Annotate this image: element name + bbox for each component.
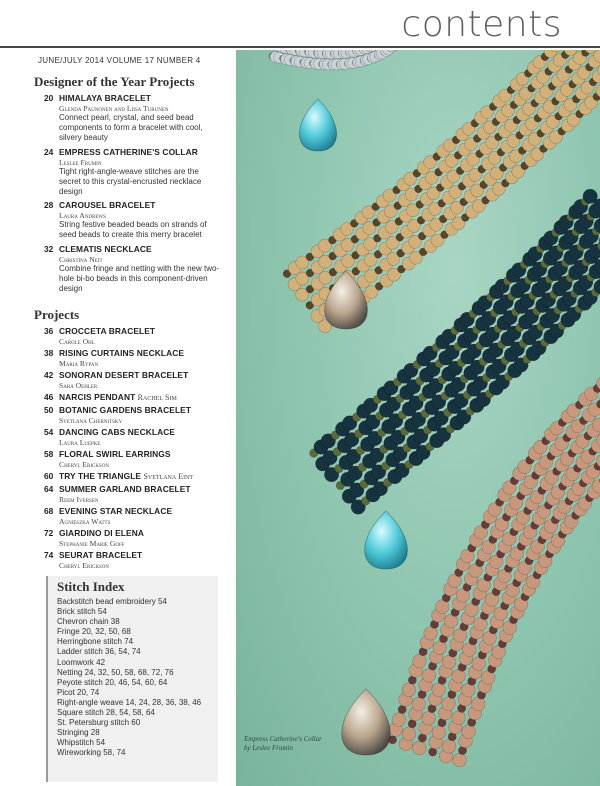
stitch-index-item: Backstitch bead embroidery 54 [57,597,167,606]
project-name: EMPRESS CATHERINE'S COLLAR [59,146,198,157]
designer-byline: Leslee Frumin [59,157,102,167]
project-name: EVENING STAR NECKLACE [59,506,173,517]
contents-column [34,74,220,572]
stitch-index-heading: Stitch Index [57,579,125,594]
project-entry [44,449,220,469]
entry-title-line [44,244,220,255]
stitch-index-item: Stringing 28 [57,728,100,738]
issue-line: JUNE/JULY 2014 VOLUME 17 NUMBER 4 [38,56,201,65]
rose-bead [453,753,467,767]
stitch-index-list [57,597,218,759]
designer-heading: Designer of the Year Projects [34,74,195,89]
project-name: CLEMATIS NECKLACE [59,243,152,254]
beaded-collars-illustration [236,50,600,786]
page-number: 50 [44,405,54,416]
rose-bead [442,697,456,711]
rose-bead [392,713,406,727]
designer-byline: Agnieszka Watts [59,517,111,527]
project-name: SEURAT BRACELET [59,550,143,561]
rose-bead [471,697,485,711]
entry-title-line [44,370,220,381]
project-name: SONORAN DESERT BRACELET [59,370,189,381]
entry-title-line [44,506,220,517]
project-entry [44,326,220,346]
page-number: 74 [44,550,54,561]
rose-bead [422,669,436,683]
project-description: String festive beaded beads on strands of seed beads to create this merry bracelet [59,220,207,240]
rose-bead [422,712,436,726]
entry-title-line [44,484,220,495]
entry-title-line [44,326,220,337]
amber-drop-pendant [342,689,390,755]
rose-bead [402,683,416,697]
stitch-index-item: Peyote stitch 20, 46, 54, 60, 64 [57,677,168,687]
page-number: 58 [44,449,54,460]
project-entry [44,427,220,447]
page-number: 28 [44,200,54,211]
projects-section [34,307,220,570]
designer-byline: Cheryl Erickson [59,460,109,470]
stitch-index-item: Picot 20, 74 [57,687,100,697]
entry-title-line [44,147,220,158]
project-entry [44,392,220,403]
entry-title-line [44,471,220,482]
designer-entry [44,147,220,198]
project-name: RISING CURTAINS NECKLACE [59,348,185,359]
project-name: TRY THE TRIANGLE [59,471,142,482]
project-name: BOTANIC GARDENS BRACELET [59,405,192,416]
designer-byline: Laura Andrews [59,211,106,221]
stitch-index-item: Netting 24, 32, 50, 58, 68, 72, 76 [57,667,174,677]
rose-bead [432,683,446,697]
project-description: Connect pearl, crystal, and seed bead components to form a bracelet with cool, silvery beauty [59,113,203,143]
project-name: DANCING CABS NECKLACE [59,427,176,438]
designer-entry [44,200,220,240]
designer-byline: Glenda Paunonen and Liisa Turunen [59,104,169,113]
stitch-index-item: Herringbone stitch 74 [57,637,134,647]
rose-bead [462,725,476,739]
page-number: 38 [44,348,54,359]
project-entry [44,405,220,425]
rose-bead [413,741,427,755]
rose-bead [442,740,456,754]
rose-bead [412,697,426,711]
page-number: 32 [44,243,54,254]
rose-bead [432,726,446,740]
stitch-index-item: Square stitch 28, 54, 58, 64 [57,708,155,718]
projects-heading: Projects [34,307,80,323]
designer-byline: Maria Rypan [59,359,99,369]
aqua-drop-pendant [299,99,336,151]
project-name: NARCIS PENDANT [59,392,136,403]
rose-bead [452,711,466,725]
designer-byline: Sara Oehler [59,381,98,391]
designer-byline: Christina Neit [59,254,103,264]
entry-title-line [44,93,220,104]
caption-credit: by Leslee Frumin [244,743,293,752]
stitch-index-item: Brick stitch 54 [57,607,107,617]
aqua-drop-pendant [365,511,408,569]
project-name: SUMMER GARLAND BRACELET [59,484,191,495]
stitch-index-item: Fringe 20, 32, 50, 68 [57,627,131,637]
photo-caption [244,735,344,752]
caption-title: Empress Catherine's Collar [244,735,322,743]
masthead [0,0,600,48]
entry-title-line [44,427,220,438]
project-name: CROCCETA BRACELET [59,326,156,337]
projects-list [34,326,220,570]
project-entry [44,471,220,482]
stitch-index [46,576,218,782]
project-entry [44,550,220,570]
stitch-index-item: St. Petersburg stitch 60 [57,718,141,728]
page-number: 46 [44,392,54,403]
project-entry [44,484,220,504]
project-name: GIARDINO DI ELENA [59,528,144,539]
designer-list [34,93,220,294]
entry-title-line [44,449,220,460]
entry-title-line [44,392,220,403]
designer-entry [44,244,220,295]
designer-byline: Svetlana Chernitsky [59,416,123,426]
project-entry [44,348,220,368]
designer-byline: Cheryl Erickson [59,561,109,571]
page-number: 42 [44,370,54,381]
designer-byline: Carole Ohl [59,337,95,347]
entry-title-line [44,348,220,359]
page-number: 68 [44,506,54,517]
stitch-index-item: Loomwork 42 [57,657,106,667]
stitch-index-item: Wireworking 58, 74 [57,748,126,758]
entry-title-line [44,528,220,539]
masthead-rule [0,46,600,48]
entry-title-line [44,405,220,416]
page-number: 60 [44,471,54,482]
page-title: contents [401,4,562,45]
designer-section [34,74,220,294]
rose-bead [413,654,427,668]
project-description: Combine fringe and netting with the new two-hole bi-bo beads in this component-driven design [59,263,220,294]
project-entry [44,370,220,390]
stitch-index-item: Whipstitch 54 [57,738,106,748]
page-number: 20 [44,93,54,103]
project-name: CAROUSEL BRACELET [59,200,156,211]
rose-bead [433,641,447,655]
stitch-index-item: Right-angle weave 14, 24, 28, 36, 38, 46 [57,697,202,707]
stitch-index-item: Ladder stitch 36, 54, 74 [57,647,141,657]
designer-byline: Stephanie Marie Goff [59,539,125,549]
entry-title-line [44,200,220,211]
project-name: HIMALAYA BRACELET [59,93,151,103]
designer-byline: Rachel Sim [137,393,177,403]
page-number: 64 [44,484,54,495]
cover-photo [236,50,600,786]
project-entry [44,528,220,548]
page-number: 24 [44,146,54,157]
project-entry [44,506,220,526]
designer-byline: Reem Iversen [59,495,99,505]
page-number: 36 [44,326,54,337]
project-name: FLORAL SWIRL EARRINGS [59,449,171,460]
page-number: 54 [44,427,54,438]
designer-entry [44,93,220,144]
designer-byline: Laura Luepke [59,438,101,448]
entry-title-line [44,550,220,561]
designer-byline: Svetlana Eint [143,472,194,482]
stitch-index-item: Chevron chain 38 [57,617,120,627]
page-number: 72 [44,528,54,539]
project-description: Tight right-angle-weave stitches are the secret to this crystal-encrusted necklace design [59,166,202,197]
rose-bead [402,727,416,741]
